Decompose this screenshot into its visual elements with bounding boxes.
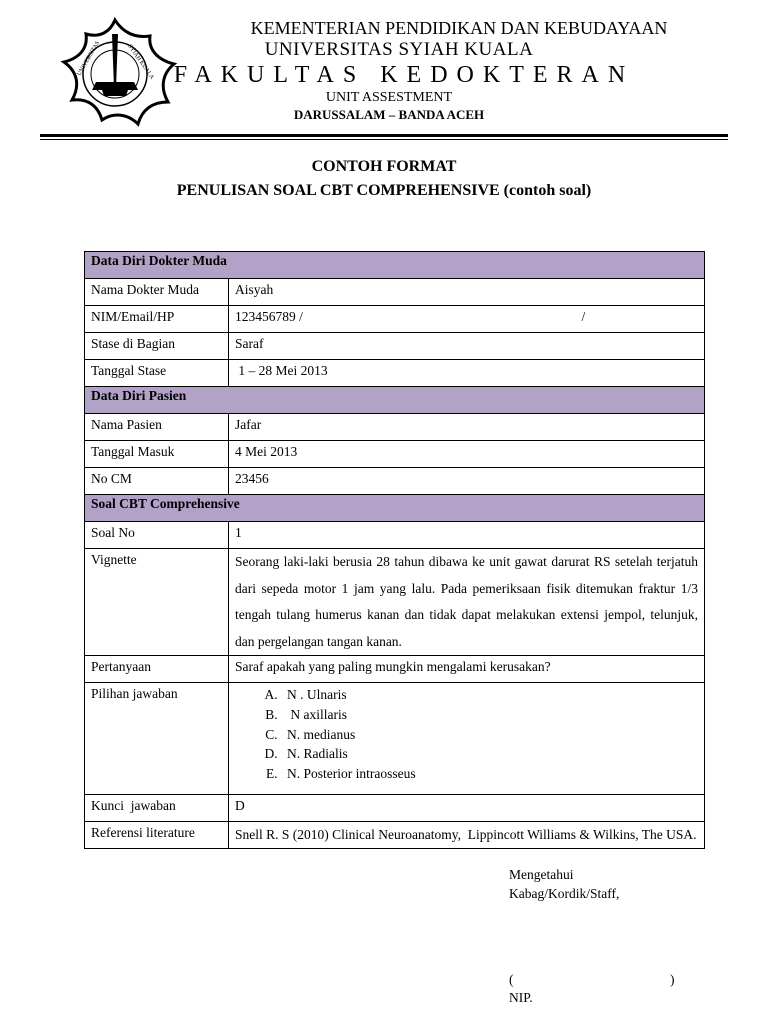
table-row [85, 468, 705, 495]
reference-text: Snell R. S (2010) Clinical Neuroanatomy, Lippincott Williams & Wilkins, The USA. [229, 821, 705, 848]
field-label: Tanggal Stase [85, 360, 229, 387]
question-text: Saraf apakah yang paling mungkin mengalami kerusakan? [229, 656, 705, 683]
option-a: A. N . Ulnaris [281, 685, 698, 705]
field-label: Nama Dokter Muda [85, 279, 229, 306]
answer-options-cell [229, 683, 705, 795]
field-label: No CM [85, 468, 229, 495]
location: DARUSSALAM – BANDA ACEH [293, 107, 485, 122]
signature-position: Kabag/Kordik/Staff, [509, 886, 620, 901]
signature-close-paren: ) [670, 972, 675, 987]
answer-options-list [235, 685, 698, 784]
document-subtitle: PENULISAN SOAL CBT COMPREHENSIVE (contoh soal) [176, 182, 592, 199]
section-header-dokter: Data Diri Dokter Muda [85, 252, 705, 279]
nim-value: 123456789 / [235, 309, 303, 324]
field-value: Jafar [229, 414, 705, 441]
header-divider-thick [40, 134, 728, 137]
field-value: 1 [229, 522, 705, 549]
option-b: B. N axillaris [281, 705, 698, 725]
table-row [85, 360, 705, 387]
table-row [85, 441, 705, 468]
question-form-table [84, 251, 705, 849]
table-row [85, 794, 705, 821]
svg-text:UNIVERSITAS: UNIVERSITAS [76, 40, 102, 77]
section-header-pasien: Data Diri Pasien [85, 387, 705, 414]
field-value: 23456 [229, 468, 705, 495]
table-row [85, 414, 705, 441]
field-label: Kunci jawaban [85, 794, 229, 821]
field-label: Referensi literature [85, 821, 229, 848]
signature-acknowledged: Mengetahui [509, 867, 574, 882]
table-row [85, 656, 705, 683]
faculty-name: FAKULTAS KEDOKTERAN [173, 62, 635, 88]
table-row [85, 549, 705, 656]
header-divider-thin [40, 139, 728, 140]
table-row [85, 306, 705, 333]
option-e: E. N. Posterior intraosseus [281, 764, 698, 784]
field-label: Pilihan jawaban [85, 683, 229, 795]
table-row [85, 683, 705, 795]
field-value: Aisyah [229, 279, 705, 306]
document-title: CONTOH FORMAT [311, 158, 457, 175]
answer-key: D [229, 794, 705, 821]
field-label: NIM/Email/HP [85, 306, 229, 333]
option-d: D. N. Radialis [281, 744, 698, 764]
section-header-soal: Soal CBT Comprehensive [85, 495, 705, 522]
field-value: 1 – 28 Mei 2013 [229, 360, 705, 387]
unit-name: UNIT ASSESTMENT [325, 90, 453, 105]
university-name: UNIVERSITAS SYIAH KUALA [264, 39, 534, 60]
field-label: Vignette [85, 549, 229, 656]
svg-text:SYIAH KUALA: SYIAH KUALA [126, 43, 155, 81]
vignette-text: Seorang laki-laki berusia 28 tahun dibawa ke unit gawat darurat RS setelah terjatuh dari sepeda motor 1 jam yang lalu. Pada pemeriksaan fisik ditemukan fraktur 1/3 tengah tulang humerus kanan dan tidak dapat melakukan extensi jempol, telunjuk, dan pergelangan tangan kanan. [229, 549, 705, 656]
table-row [85, 522, 705, 549]
field-label: Stase di Bagian [85, 333, 229, 360]
field-label: Pertanyaan [85, 656, 229, 683]
field-label: Nama Pasien [85, 414, 229, 441]
option-c: C. N. medianus [281, 725, 698, 745]
table-row [85, 279, 705, 306]
signature-nip: NIP. [509, 990, 533, 1005]
field-value: Saraf [229, 333, 705, 360]
field-value: 4 Mei 2013 [229, 441, 705, 468]
field-value [229, 306, 705, 333]
table-row [85, 333, 705, 360]
ministry-name: KEMENTERIAN PENDIDIKAN DAN KEBUDAYAAN [250, 18, 668, 38]
table-row [85, 821, 705, 848]
signature-open-paren: ( [509, 972, 514, 987]
nim-separator: / [581, 309, 586, 324]
field-label: Soal No [85, 522, 229, 549]
field-label: Tanggal Masuk [85, 441, 229, 468]
